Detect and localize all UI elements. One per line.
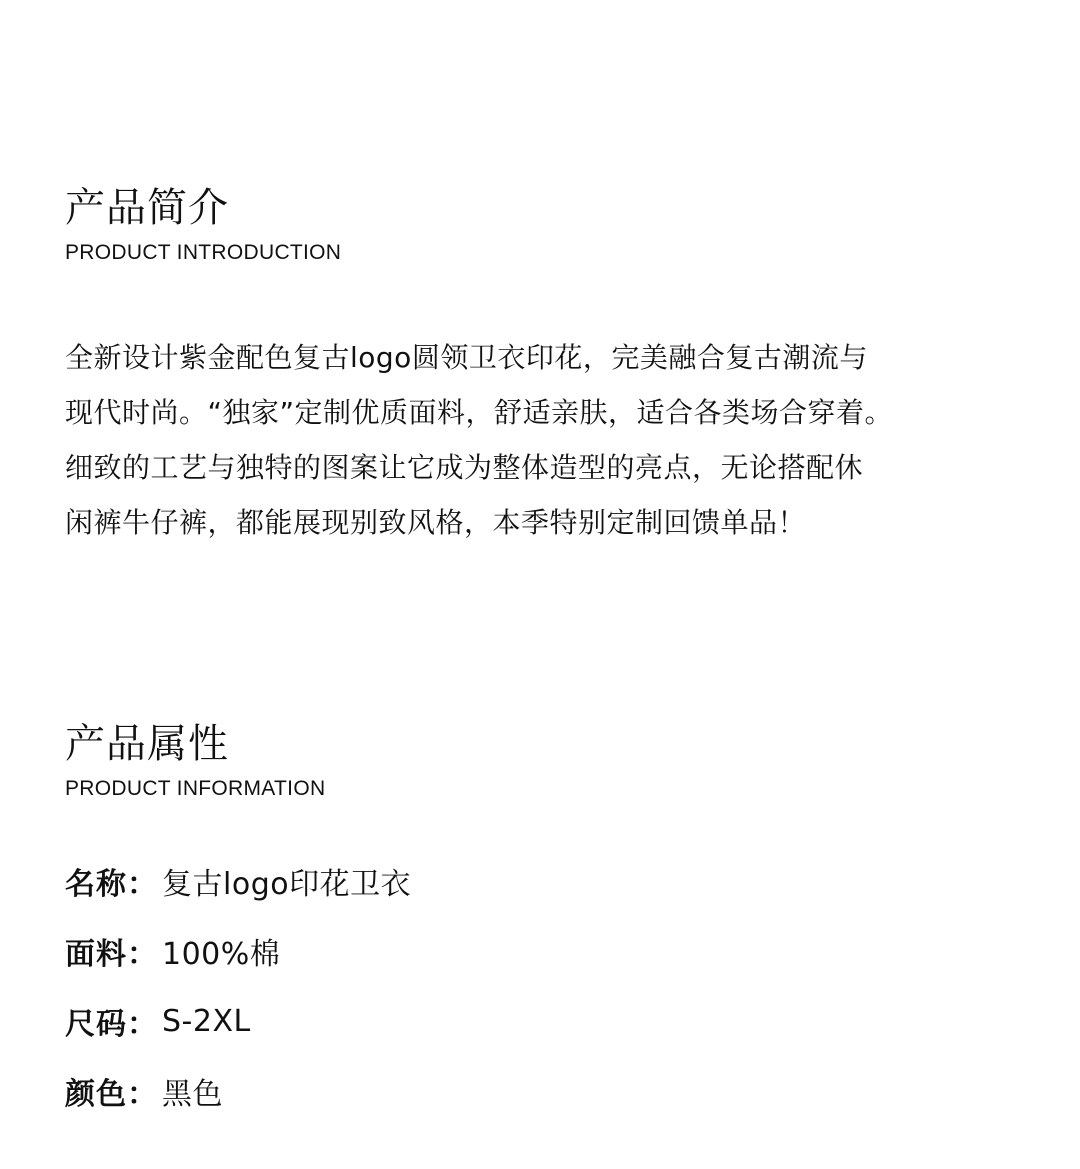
- attribute-label: 尺码：: [65, 1007, 158, 1042]
- attribute-label: 颜色：: [65, 1077, 158, 1112]
- attribute-row-color: [65, 1056, 865, 1126]
- intro-subtitle: PRODUCT INTRODUCTION: [65, 241, 342, 264]
- product-information-header: [65, 716, 1025, 802]
- intro-line: 全新设计紫金配色复古logo圆领卫衣印花，完美融合复古潮流与: [65, 341, 868, 374]
- attribute-row-name: [65, 846, 865, 916]
- attribute-value: 复古logo印花卫衣: [162, 867, 412, 902]
- intro-line: 细致的工艺与独特的图案让它成为整体造型的亮点，无论搭配休: [65, 451, 864, 484]
- attribute-row-size: [65, 986, 865, 1056]
- attribute-value: S-2XL: [162, 1003, 251, 1039]
- attribute-label: 名称：: [65, 867, 158, 902]
- info-title: 产品属性: [65, 721, 229, 767]
- intro-paragraph: [65, 330, 1025, 550]
- attribute-row-fabric: [65, 916, 865, 986]
- product-introduction-header: [65, 180, 1025, 266]
- intro-line: 闲裤牛仔裤，都能展现别致风格，本季特别定制回馈单品！: [65, 506, 807, 539]
- intro-title: 产品简介: [65, 185, 229, 231]
- attribute-label: 面料：: [65, 937, 158, 972]
- attribute-value: 100%棉: [162, 937, 281, 972]
- info-subtitle: PRODUCT INFORMATION: [65, 777, 326, 800]
- attribute-value: 黑色: [162, 1077, 223, 1112]
- attribute-list: [65, 846, 865, 1126]
- intro-line: 现代时尚。“独家”定制优质面料，舒适亲肤，适合各类场合穿着。: [65, 396, 894, 429]
